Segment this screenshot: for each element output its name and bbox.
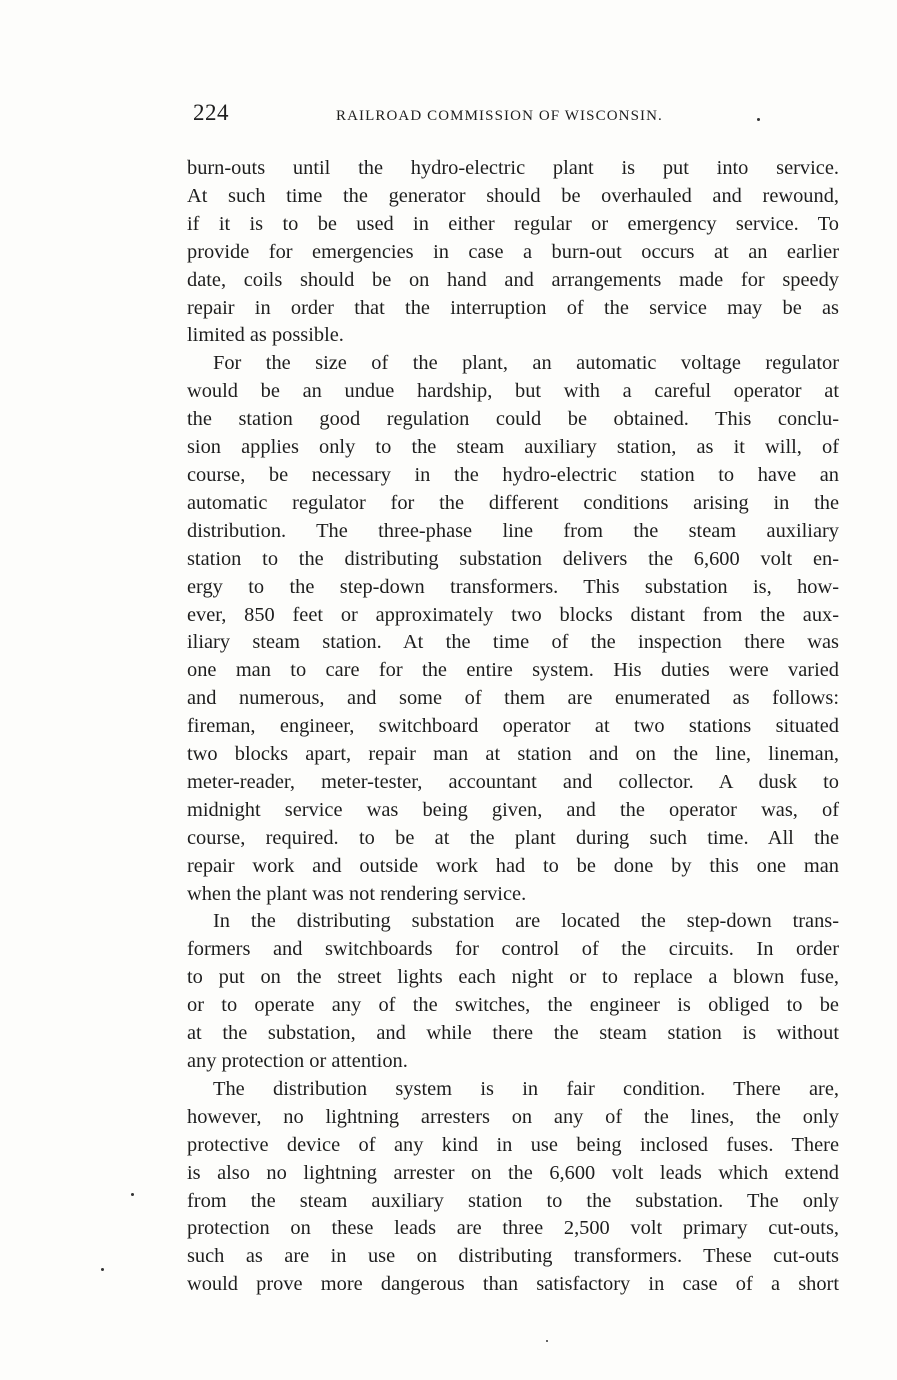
scan-speck bbox=[101, 1268, 104, 1271]
text-line: or to operate any of the switches, the engineer is obliged to be bbox=[187, 994, 839, 1017]
text-line: ever, 850 feet or approximately two blocks distant from the aux- bbox=[187, 603, 839, 626]
text-line: limited as possible. bbox=[187, 324, 344, 347]
page-header bbox=[193, 100, 713, 130]
text-line: iliary steam station. At the time of the inspection there was bbox=[187, 631, 839, 654]
text-line: station to the distributing substation delivers the 6,600 volt en- bbox=[187, 547, 839, 570]
text-line: when the plant was not rendering service. bbox=[187, 882, 527, 905]
text-line: would be an undue hardship, but with a careful operator at bbox=[187, 380, 839, 403]
text-line: from the steam auxiliary station to the substation. The only bbox=[187, 1189, 839, 1212]
text-line: any protection or attention. bbox=[187, 1050, 408, 1072]
text-line: formers and switchboards for control of the circuits. In order bbox=[187, 938, 839, 961]
text-line: two blocks apart, repair man at station and on the line, lineman, bbox=[187, 743, 839, 766]
text-line: automatic regulator for the different conditions arising in the bbox=[187, 491, 839, 514]
text-line: burn-outs until the hydro-electric plant is put into service. bbox=[187, 157, 839, 179]
text-line: and numerous, and some of them are enumerated as follows: bbox=[187, 687, 839, 710]
text-line: date, coils should be on hand and arrangements made for speedy bbox=[187, 268, 839, 291]
running-head: RAILROAD COMMISSION OF WISCONSIN. bbox=[336, 108, 663, 124]
text-line: meter-reader, meter-tester, accountant and collector. A dusk to bbox=[187, 770, 839, 793]
scan-speck bbox=[131, 1193, 134, 1196]
text-line: protective device of any kind in use being inclosed fuses. There bbox=[187, 1133, 839, 1156]
scan-speck bbox=[546, 1340, 548, 1342]
text-line: ergy to the step-down transformers. This substation is, how- bbox=[187, 575, 839, 598]
text-line: however, no lightning arresters on any of the lines, the only bbox=[187, 1105, 839, 1128]
text-line: the station good regulation could be obtained. This conclu- bbox=[187, 408, 839, 431]
text-line: one man to care for the entire system. His duties were varied bbox=[187, 659, 839, 682]
paragraph-2 bbox=[187, 350, 839, 908]
body-text bbox=[187, 155, 839, 1299]
text-line: would prove more dangerous than satisfactory in case of a short bbox=[187, 1273, 839, 1296]
text-line: at the substation, and while there the steam station is without bbox=[187, 1022, 839, 1045]
text-line: repair work and outside work had to be done by this one man bbox=[187, 854, 839, 877]
text-line: course, required. to be at the plant during such time. All the bbox=[187, 826, 839, 849]
text-line: In the distributing substation are located the step-down trans- bbox=[213, 910, 839, 933]
paragraph-1 bbox=[187, 155, 839, 350]
text-line: distribution. The three-phase line from the steam auxiliary bbox=[187, 519, 839, 542]
scan-speck bbox=[757, 118, 760, 121]
text-line: repair in order that the interruption of the service may be as bbox=[187, 296, 839, 319]
text-line: such as are in use on distributing transformers. These cut-outs bbox=[187, 1245, 839, 1268]
text-line: protection on these leads are three 2,500 volt primary cut-outs, bbox=[187, 1217, 839, 1240]
text-line: course, be necessary in the hydro-electric station to have an bbox=[187, 463, 839, 486]
text-line: midnight service was being given, and the operator was, of bbox=[187, 798, 839, 821]
page-number: 224 bbox=[193, 100, 229, 125]
text-line: For the size of the plant, an automatic voltage regulator bbox=[213, 352, 839, 375]
text-line: fireman, engineer, switchboard operator at two stations situated bbox=[187, 715, 839, 738]
text-line: At such time the generator should be overhauled and rewound, bbox=[187, 184, 839, 207]
text-line: provide for emergencies in case a burn-out occurs at an earlier bbox=[187, 240, 839, 263]
text-line: to put on the street lights each night or to replace a blown fuse, bbox=[187, 966, 839, 989]
paragraph-3 bbox=[187, 908, 839, 1075]
text-line: sion applies only to the steam auxiliary station, as it will, of bbox=[187, 436, 839, 459]
text-line: is also no lightning arrester on the 6,600 volt leads which extend bbox=[187, 1161, 839, 1184]
text-line: if it is to be used in either regular or emergency service. To bbox=[187, 212, 839, 235]
text-line: The distribution system is in fair condition. There are, bbox=[213, 1077, 839, 1100]
paragraph-4 bbox=[187, 1076, 839, 1299]
